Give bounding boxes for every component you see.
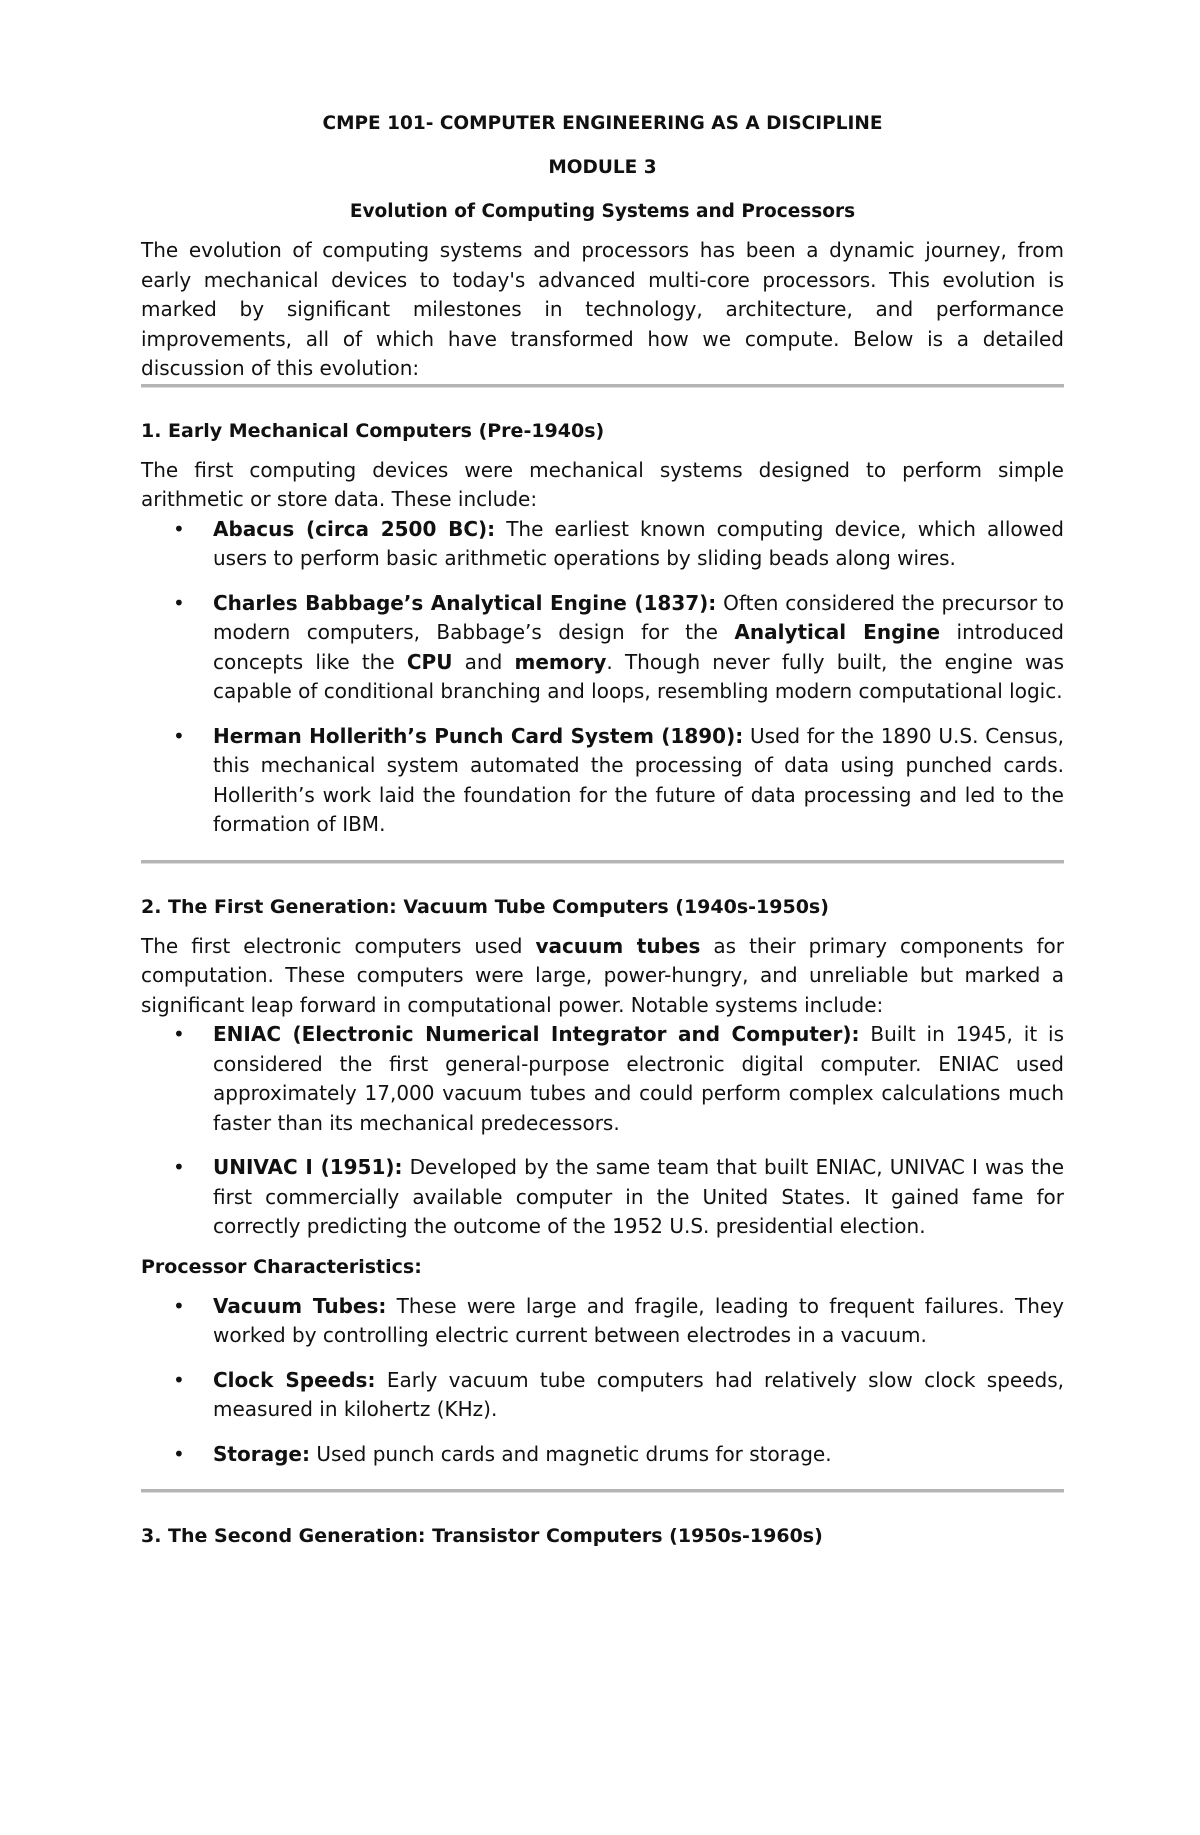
item-term: ENIAC (Electronic Numerical Integrator and Computer): bbox=[213, 1022, 860, 1046]
item-term: UNIVAC I (1951): bbox=[213, 1155, 403, 1179]
processor-characteristics-list bbox=[141, 1292, 1064, 1470]
bullet-icon: • bbox=[173, 1155, 185, 1179]
bullet-icon: • bbox=[173, 590, 185, 615]
item-text: . Though never fully built, the engine was capable of conditional branching and loops, resembling modern computational logic. bbox=[213, 649, 1065, 703]
list-item bbox=[141, 1366, 1064, 1425]
list-item bbox=[141, 1020, 1064, 1138]
bullet-icon: • bbox=[173, 1022, 185, 1046]
section-1-list bbox=[141, 515, 1064, 840]
item-term: Clock Speeds: bbox=[213, 1367, 376, 1392]
item-text: Often considered the precursor to modern computers, Babbage’s design for the bbox=[213, 590, 1065, 644]
module-label: MODULE 3 bbox=[548, 157, 657, 178]
document-page bbox=[141, 112, 1064, 1561]
section-divider bbox=[141, 860, 1064, 864]
intro-text: The first electronic computers used bbox=[141, 933, 523, 958]
bullet-icon: • bbox=[173, 723, 185, 748]
item-emphasis: Analytical Engine bbox=[734, 620, 941, 644]
list-item bbox=[141, 1440, 1064, 1470]
list-item bbox=[141, 1153, 1064, 1242]
section-2-intro bbox=[141, 932, 1064, 1021]
item-text: These were large and fragile, leading to frequent failures. They worked by controlling electric current between electrodes in a vacuum. bbox=[213, 1293, 1065, 1347]
item-text: Used punch cards and magnetic drums for storage. bbox=[316, 1441, 832, 1466]
item-text: Built in 1945, it is considered the first general-purpose electronic digital computer. ENIAC used approximately 17,000 vacuum tubes and could perform complex calculations much faster than its mechanical predecessors. bbox=[213, 1022, 1065, 1135]
section-1-intro: The first computing devices were mechanical systems designed to perform simple arithmetic or store data. These include: bbox=[141, 457, 1064, 511]
item-emphasis: memory bbox=[514, 649, 607, 674]
bullet-icon: • bbox=[173, 1441, 185, 1466]
item-text: introduced concepts like the bbox=[213, 620, 1064, 674]
section-3-heading: 3. The Second Generation: Transistor Computers (1950s-1960s) bbox=[141, 1525, 823, 1547]
section-divider bbox=[141, 384, 1064, 388]
bullet-icon: • bbox=[173, 516, 185, 541]
item-text: and bbox=[464, 649, 503, 674]
item-term: Herman Hollerith’s Punch Card System (1890): bbox=[213, 723, 744, 748]
document-title: Evolution of Computing Systems and Processors bbox=[349, 201, 856, 222]
course-title: CMPE 101- COMPUTER ENGINEERING AS A DISCIPLINE bbox=[322, 113, 883, 134]
intro-emphasis: vacuum tubes bbox=[535, 933, 701, 958]
item-text: Developed by the same team that built ENIAC, UNIVAC I was the first commercially available computer in the United States. It gained fame for correctly predicting the outcome of the 1952 U.S. presidential election. bbox=[213, 1155, 1064, 1238]
item-term: Vacuum Tubes: bbox=[213, 1293, 387, 1318]
item-term: Charles Babbage’s Analytical Engine (1837): bbox=[213, 590, 717, 615]
item-emphasis: CPU bbox=[406, 649, 453, 674]
bullet-icon: • bbox=[173, 1293, 185, 1318]
bullet-icon: • bbox=[173, 1367, 185, 1392]
section-1-heading: 1. Early Mechanical Computers (Pre-1940s) bbox=[141, 419, 605, 442]
item-text: Used for the 1890 U.S. Census, this mechanical system automated the processing of data using punched cards. Hollerith’s work laid the foundation for the future of data processing and led to the formation of IBM. bbox=[213, 723, 1065, 836]
intro-text: as their primary components for computation. These computers were large, power-hungry, and unreliable but marked a significant leap forward in computational power. Notable systems include: bbox=[141, 933, 1065, 1017]
item-text: Early vacuum tube computers had relatively slow clock speeds, measured in kilohertz (KHz). bbox=[213, 1367, 1065, 1421]
list-item bbox=[141, 722, 1064, 840]
item-term: Abacus (circa 2500 BC): bbox=[213, 516, 496, 541]
processor-characteristics-heading: Processor Characteristics: bbox=[141, 1255, 422, 1278]
list-item bbox=[141, 589, 1064, 707]
list-item bbox=[141, 515, 1064, 574]
list-item bbox=[141, 1292, 1064, 1351]
section-divider bbox=[141, 1489, 1064, 1493]
intro-paragraph: The evolution of computing systems and processors has been a dynamic journey, from early mechanical devices to today's advanced multi-core processors. This evolution is marked by significant milestones in technology, architecture, and performance improvements, all of which have transformed how we compute. Below is a detailed discussion of this evolution: bbox=[141, 238, 1064, 380]
section-2-heading: 2. The First Generation: Vacuum Tube Computers (1940s-1950s) bbox=[141, 895, 829, 918]
section-2-list bbox=[141, 1020, 1064, 1242]
item-text: The earliest known computing device, which allowed users to perform basic arithmetic operations by sliding beads along wires. bbox=[213, 516, 1065, 570]
item-term: Storage: bbox=[213, 1441, 310, 1466]
